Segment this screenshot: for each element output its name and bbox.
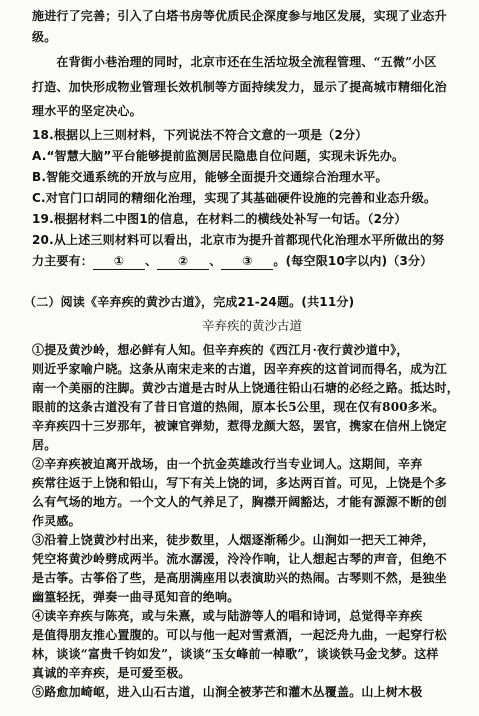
- question-18-option-c: C.对官门口胡同的精细化治理，实现了其基础硬件设施的完善和业态升级。: [32, 191, 437, 205]
- question-20-line1: 20.从上述三则材料可以看出，北京市为提升首都现代化治理水平所做出的努: [32, 233, 445, 247]
- answer-blank-3[interactable]: ③: [221, 253, 273, 270]
- article-line: 林，谈谈“富贵千钧如发”，谈谈“玉女峰前一棹歌”，谈谈铁马金戈梦。这样: [32, 647, 439, 661]
- article-line: ④读辛弃疾与陈亮，或与朱熹，或与陆游等人的唱和诗词，总觉得辛弃疾: [32, 609, 423, 623]
- section-2-heading: （二）阅读《辛弃疾的黄沙古道》，完成21-24题。(共11分): [24, 295, 355, 309]
- passage-line: 施进行了完善；引入了白塔书房等优质民企深度参与地区发展，实现了业态升: [32, 9, 447, 23]
- article-line: ③沿着上饶黄沙村出来，徒步数里，人烟逐渐稀少。山涧如一把天工神斧，: [32, 533, 435, 547]
- article-line: ②辛弃疾被迫离开战场，由一个抗金英雄改行当专业词人。这期间，辛弃: [32, 457, 423, 471]
- article-title: 辛弃疾的黄沙古道: [201, 318, 302, 333]
- article-line: 真诚的辛弃疾，是可爱至极。: [32, 666, 191, 680]
- article-line: 辛弃疾四十三岁那年，被谏官弹劾，惹得龙颜大怒，罢官，携家在信州上饶定: [32, 419, 447, 433]
- article-line: 居。: [32, 438, 57, 452]
- passage-line: 理水平的坚定决心。: [32, 104, 142, 118]
- answer-blank-1[interactable]: ①: [93, 253, 145, 270]
- question-20-suffix: 。(每空限10字以内)（3分）: [273, 254, 433, 268]
- article-line: 则近乎家喻户晓。这条从南宋走来的古道，因辛弃疾的这首词而得名，成为江: [32, 362, 447, 376]
- article-line: 南一个美丽的注脚。黄沙古道是古时从上饶通往铅山石塘的必经之路。抵达时，: [32, 381, 460, 395]
- article-line: 么有气场的地方。一个文人的气养足了，胸襟开阔豁达，才能有源源不断的创: [32, 495, 447, 509]
- passage-line: 打造、加快形成物业管理长效机制等方面持续发力，显示了提高城市精细化治: [32, 80, 447, 94]
- blank-separator: 、: [209, 254, 222, 268]
- article-line: 疾常往返于上饶和铅山，写下有关上饶的词，多达两百首。可见，上饶是个多: [32, 476, 447, 490]
- question-20-line2: [32, 253, 432, 270]
- question-18-option-b: B.智能交通系统的开放与应用，能够全面提升交通综合治理水平。: [32, 170, 388, 184]
- blank-separator: 、: [145, 254, 158, 268]
- article-line: ⑤路愈加崎岖，进入山石古道，山涧全被茅芒和灌木丛覆盖。山上树木极: [32, 685, 423, 699]
- passage-line: 在背街小巷治理的同时，北京市还在生活垃圾全流程管理、“五微”小区: [32, 55, 437, 69]
- article-line: 是值得朋友推心置腹的。可以与他一起对雪煮酒，一起泛舟九曲，一起穿行松: [32, 628, 447, 642]
- article-line: 凭空将黄沙岭劈成两半。流水潺湲，泠泠作响，让人想起古琴的声音，但绝不: [32, 552, 447, 566]
- article-line: 眼前的这条古道没有了昔日官道的热闹，原本长5公里，现在仅有800多米。: [32, 400, 445, 414]
- article-line: ①提及黄沙岭，想必鲜有人知。但辛弃疾的《西江月·夜行黄沙道中》，: [32, 343, 409, 357]
- question-18-stem: 18.根据以上三则材料，下列说法不符合文意的一项是（2分）: [32, 128, 368, 142]
- answer-blank-2[interactable]: ②: [157, 253, 209, 270]
- article-line: 作灵感。: [32, 514, 81, 528]
- article-line: 幽篁轻抚，弹奏一曲寻觅知音的绝响。: [32, 590, 240, 604]
- article-line: 是古筝。古筝俗了些，是高朋满座用以表演助兴的热闹。古琴则不然，是独坐: [32, 571, 447, 585]
- question-18-option-a: A.“智慧大脑”平台能够提前监测居民隐患自位问题，实现未诉先办。: [32, 149, 405, 163]
- passage-line: 级。: [32, 30, 57, 44]
- question-20-prefix: 力主要有：: [32, 254, 94, 268]
- question-19: 19.根据材料二中图1的信息，在材料二的横线处补写一句话。（2分）: [32, 212, 407, 226]
